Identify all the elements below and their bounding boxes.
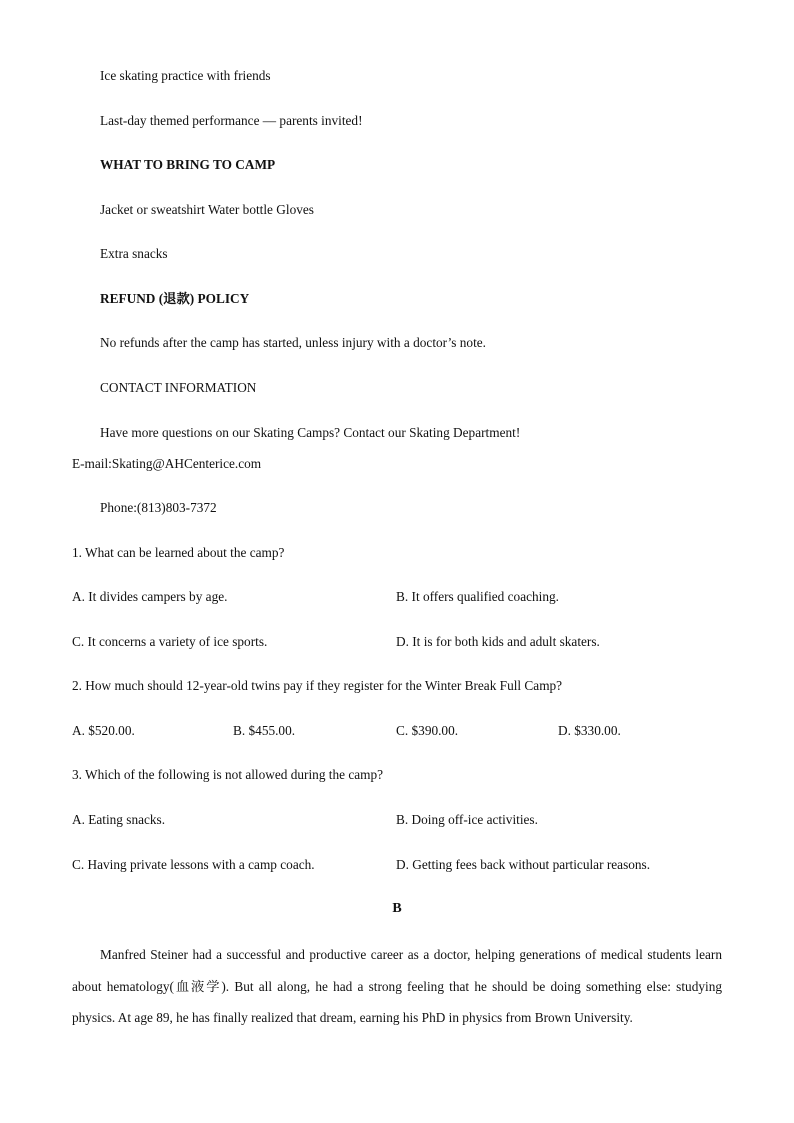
section-b-paragraph: Manfred Steiner had a successful and productive career as a doctor, helping generations of medical students learn about hematology(血液学). But all along, he had a strong feeling that he should be doing something else: studying physics. At age 89, he has finally realized that dream, earning his PhD in physics from Brown University. (72, 947, 722, 1025)
question-option: A. $520.00. (72, 723, 135, 738)
question-stem: 1. What can be learned about the camp? (72, 545, 285, 560)
refund-text: No refunds after the camp has started, unless injury with a doctor’s note. (100, 335, 486, 350)
refund-heading: REFUND (退款) POLICY (100, 291, 250, 306)
question-option: D. Getting fees back without particular reasons. (396, 857, 651, 872)
section-label: B (392, 901, 402, 916)
bring-heading: WHAT TO BRING TO CAMP (100, 157, 276, 172)
question-option: B. Doing off-ice activities. (396, 812, 538, 827)
activity-item: Last-day themed performance — parents invited! (100, 113, 363, 128)
question-option: D. $330.00. (558, 723, 621, 738)
question-stem: 3. Which of the following is not allowed during the camp? (72, 767, 384, 782)
question-option: A. It divides campers by age. (72, 589, 228, 604)
question-option: B. It offers qualified coaching. (396, 589, 559, 604)
bring-list-line: Extra snacks (100, 246, 168, 261)
contact-phone: Phone:(813)803-7372 (100, 500, 217, 515)
contact-heading: CONTACT INFORMATION (100, 380, 257, 395)
contact-email: E-mail:Skating@AHCenterice.com (72, 456, 262, 471)
contact-text: Have more questions on our Skating Camps? Contact our Skating Department! (100, 425, 521, 440)
question-option: B. $455.00. (233, 723, 296, 738)
question-option: C. Having private lessons with a camp coach. (72, 857, 315, 872)
bring-list-line: Jacket or sweatshirt Water bottle Gloves (100, 202, 314, 217)
question-stem: 2. How much should 12-year-old twins pay if they register for the Winter Break Full Camp? (72, 678, 563, 693)
question-option: A. Eating snacks. (72, 812, 166, 827)
question-option: C. $390.00. (396, 723, 459, 738)
question-option: D. It is for both kids and adult skaters. (396, 634, 600, 649)
activity-item: Ice skating practice with friends (100, 68, 271, 83)
question-option: C. It concerns a variety of ice sports. (72, 634, 268, 649)
